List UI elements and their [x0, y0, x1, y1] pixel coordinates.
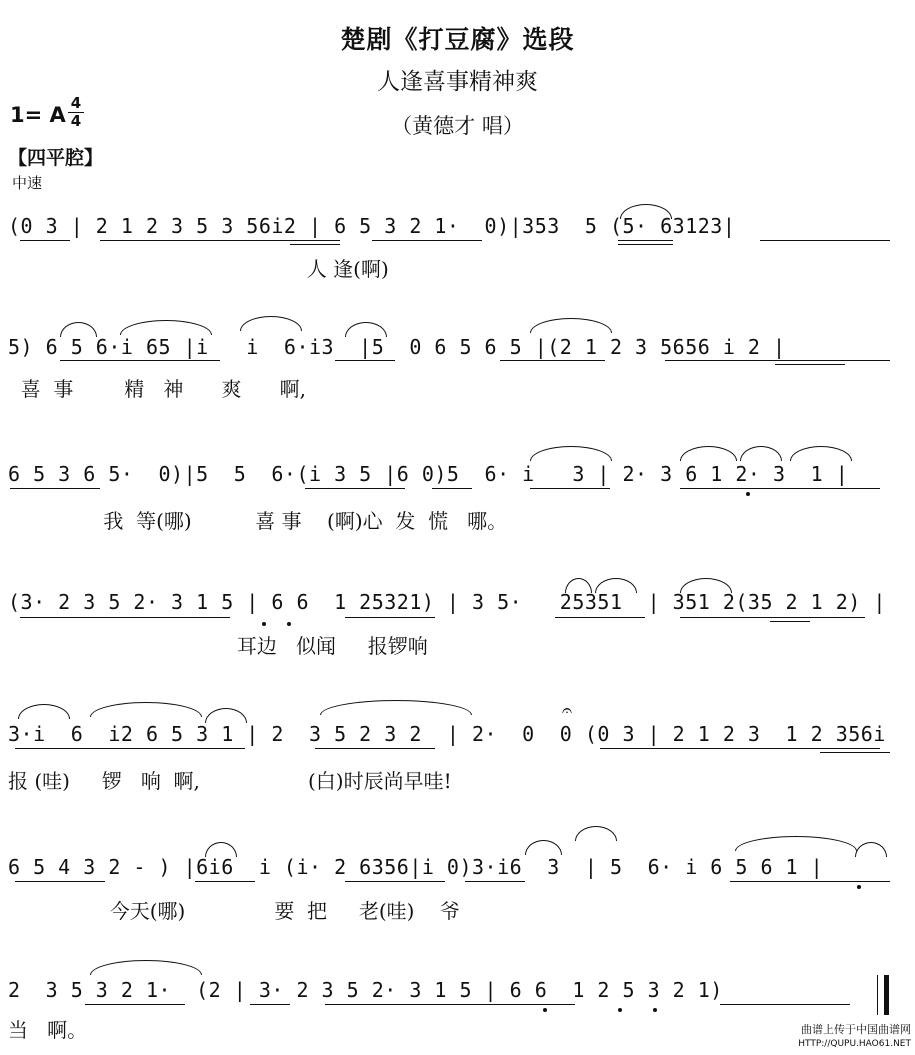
- fermata-symbol: 𝄐: [562, 700, 573, 721]
- lyrics-line-1: 人 逢(啊): [8, 257, 389, 281]
- key-signature: 1= A: [10, 103, 66, 127]
- watermark-line-1: 曲谱上传于中国曲谱网: [801, 1023, 911, 1036]
- time-bottom: 4: [70, 112, 82, 130]
- lyrics-line-3: 我 等(哪) 喜 事 (啊)心 发 慌 哪。: [8, 509, 508, 533]
- mode-label: 【四平腔】: [8, 147, 104, 169]
- lyrics-line-7: 当 啊。: [8, 1018, 88, 1042]
- tempo-label: 中速: [12, 174, 43, 192]
- time-top: 4: [70, 94, 82, 112]
- watermark: [798, 1023, 911, 1051]
- score-title: 楚剧《打豆腐》选段: [340, 25, 575, 54]
- notation-line-4: (3· 2 3 5 2· 3 1 5 | 6 6 1 25321) | 3 5· 25351 | 351 2(35 2 1 2) |: [8, 590, 886, 614]
- notation-line-5: 3·i 6 i2 6 5 3 1 | 2 3 5 2 3 2 | 2· 0 0 (0 3 | 2 1 2 3 1 2 356i: [8, 722, 886, 746]
- notation-line-3: 6 5 3 6 5· 0)|5 5 6·(i 3 5 |6 0)5 6· i 3 | 2· 3 6 1 2· 3 1 |: [8, 462, 849, 486]
- watermark-line-2: HTTP://QUPU.HAO61.NET: [798, 1039, 911, 1049]
- lyrics-line-5: 报 (哇) 锣 响 啊, (白)时辰尚早哇!: [8, 769, 452, 793]
- lyrics-line-4: 耳边 似闻 报锣响: [8, 634, 428, 658]
- lyrics-line-6: 今天(哪) 要 把 老(哇) 爷: [8, 899, 460, 923]
- notation-line-7: 2 3 5 3 2 1· (2 | 3· 2 3 5 2· 3 1 5 | 6 6 1 2 5 3 2 1): [8, 978, 723, 1002]
- notation-line-6: 6 5 4 3 2 - ) |6i6 i (i· 2 6356|i 0)3·i6 3 | 5 6· i 6 5 6 1 |: [8, 855, 824, 879]
- notation-line-2: 5) 6 5 6·i 65 |i i 6·i3 |5 0 6 5 6 5 |(2 1 2 3 5656 i 2 |: [8, 335, 786, 359]
- lyrics-line-2: 喜 事 精 神 爽 啊,: [8, 377, 307, 401]
- singer-credit: （黄德才 唱）: [391, 114, 524, 138]
- score-subtitle: 人逢喜事精神爽: [377, 69, 538, 95]
- notation-line-1: (0 3 | 2 1 2 3 5 3 56i2 | 6 5 3 2 1· 0)|353 5 (5· 63123|: [8, 214, 736, 238]
- time-signature: [68, 96, 84, 129]
